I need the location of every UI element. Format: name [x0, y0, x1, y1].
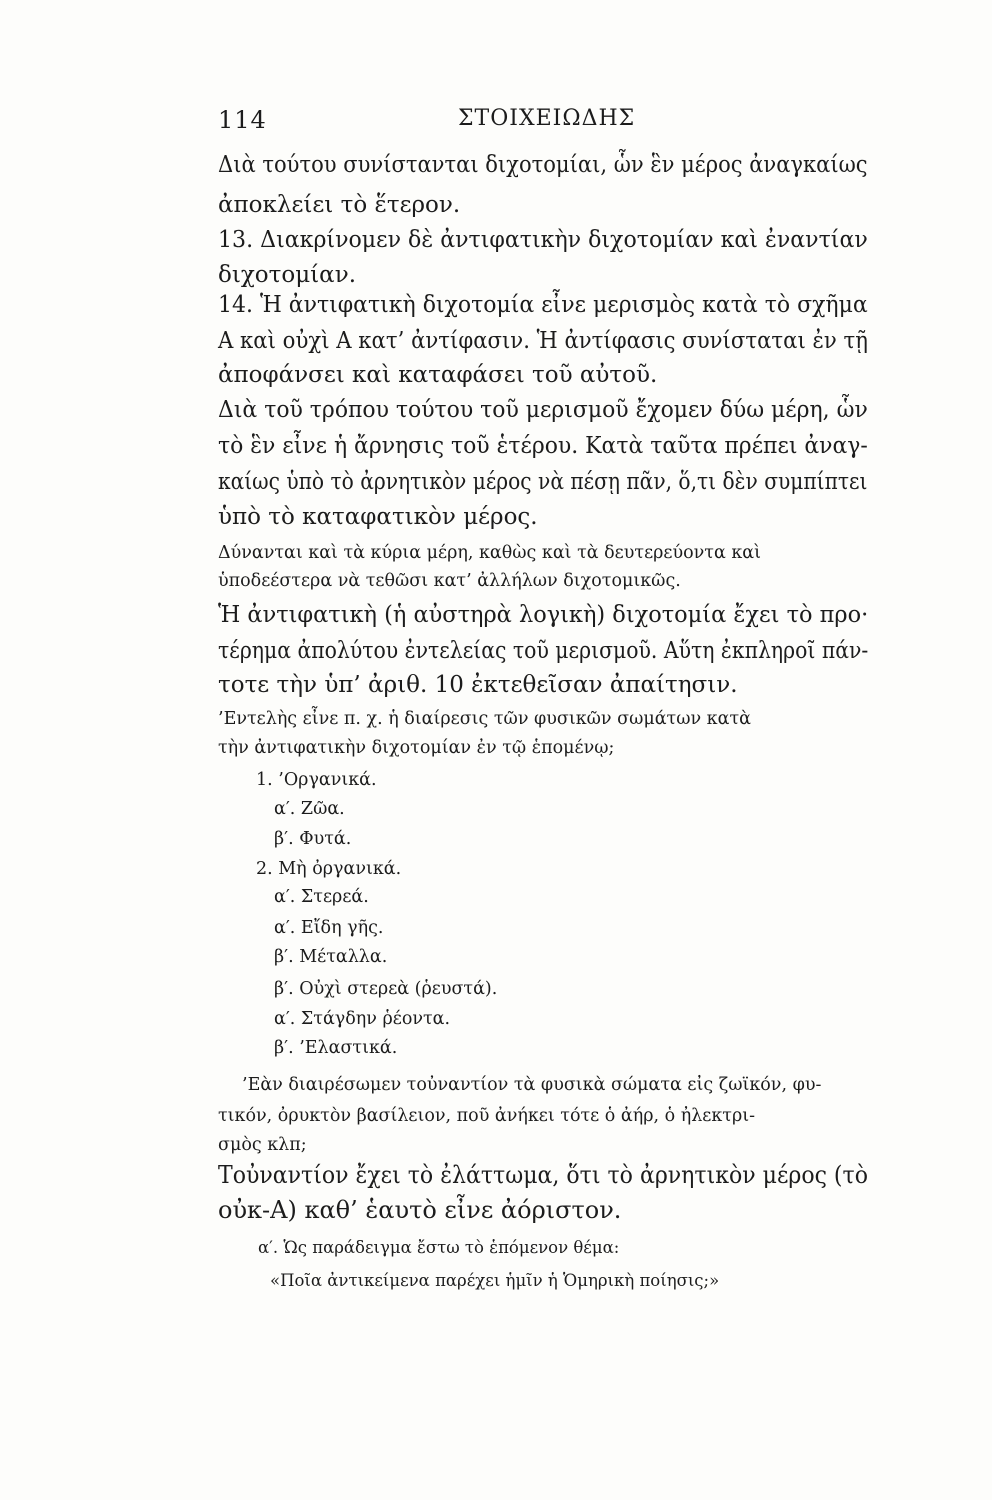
list-item: 1. ’Οργανικά. — [256, 770, 377, 790]
list-item: β′. Οὐχὶ στερεὰ (ῥευστά). — [274, 979, 498, 999]
list-item: 2. Μὴ ὀργανικά. — [256, 859, 402, 879]
running-title: ΣΤΟΙΧΕΙΩΔΗΣ — [458, 106, 636, 131]
text-line: 14. Ἡ ἀντιφατικὴ διχοτομία εἶνε μερισμὸς κατὰ τὸ σχῆμα — [218, 292, 868, 318]
text-line: ἀποφάνσει καὶ καταφάσει τοῦ αὐτοῦ. — [218, 362, 658, 388]
list-item: β′. Μέταλλα. — [274, 947, 388, 967]
text-line-small: «Ποῖα ἀντικείμενα παρέχει ἡμῖν ἡ Ὁμηρικὴ ποίησις;» — [270, 1271, 720, 1290]
list-item: α′. Ζῶα. — [274, 799, 345, 819]
page-number: 114 — [218, 106, 267, 134]
list-item: α′. Εἴδη γῆς. — [274, 918, 384, 938]
list-item: β′. Φυτά. — [274, 829, 352, 849]
list-item: α′. Στάγδην ῥέοντα. — [274, 1009, 451, 1029]
text-line: τοτε τὴν ὑπ’ ἀριθ. 10 ἐκτεθεῖσαν ἀπαίτησιν. — [218, 672, 738, 698]
text-line-small: α′. Ὡς παράδειγμα ἔστω τὸ ἑπόμενον θέμα: — [258, 1238, 620, 1257]
text-line: ἀποκλείει τὸ ἕτερον. — [218, 192, 461, 218]
text-line: τέρημα ἀπολύτου ἐντελείας τοῦ μερισμοῦ. Αὕτη ἐκπληροῖ πάν- — [218, 638, 869, 664]
list-item: α′. Στερεά. — [274, 887, 369, 907]
text-line: ὑπὸ τὸ καταφατικὸν μέρος. — [218, 504, 538, 530]
text-line: οὐκ-Α) καθ’ ἑαυτὸ εἶνε ἀόριστον. — [218, 1196, 622, 1224]
text-line: Α καὶ οὐχὶ Α κατ’ ἀντίφασιν. Ἡ ἀντίφασις συνίσταται ἐν τῇ — [218, 328, 868, 354]
text-line-small: ’Εὰν διαιρέσωμεν τοὐναντίον τὰ φυσικὰ σώματα εἰς ζωϊκόν, φυ- — [242, 1075, 822, 1095]
text-line: Τοὐναντίον ἔχει τὸ ἐλάττωμα, ὅτι τὸ ἀρνητικὸν μέρος (τὸ — [218, 1161, 868, 1189]
text-line-small: σμὸς κλπ; — [218, 1135, 307, 1155]
text-line-small: Δύνανται καὶ τὰ κύρια μέρη, καθὼς καὶ τὰ δευτερεύοντα καὶ — [218, 543, 761, 563]
text-line: Διὰ τοῦ τρόπου τούτου τοῦ μερισμοῦ ἔχομεν δύω μέρη, ὧν — [218, 397, 868, 423]
text-line-small: ’Εντελὴς εἶνε π. χ. ἡ διαίρεσις τῶν φυσικῶν σωμάτων κατὰ — [218, 709, 751, 729]
text-line-small: ὑποδεέστερα νὰ τεθῶσι κατ’ ἀλλήλων διχοτομικῶς. — [218, 571, 681, 591]
text-line: διχοτομίαν. — [218, 262, 357, 288]
page-header — [218, 106, 778, 142]
list-item: β′. ’Ελαστικά. — [274, 1038, 398, 1058]
text-line: Ἡ ἀντιφατικὴ (ἡ αὐστηρὰ λογικὴ) διχοτομία ἔχει τὸ προ· — [218, 602, 869, 628]
text-line: τὸ ἓν εἶνε ἡ ἄρνησις τοῦ ἑτέρου. Κατὰ ταῦτα πρέπει ἀναγ- — [218, 433, 868, 459]
text-line: 13. Διακρίνομεν δὲ ἀντιφατικὴν διχοτομίαν καὶ ἐναντίαν — [218, 227, 868, 253]
text-line-small: τὴν ἀντιφατικὴν διχοτομίαν ἐν τῷ ἑπομένῳ; — [218, 738, 615, 758]
text-line-small: τικόν, ὀρυκτὸν βασίλειον, ποῦ ἀνήκει τότε ὁ ἀήρ, ὁ ἠλεκτρι- — [218, 1106, 756, 1126]
text-line: καίως ὑπὸ τὸ ἀρνητικὸν μέρος νὰ πέσῃ πᾶν, ὅ,τι δὲν συμπίπτει — [218, 469, 868, 495]
text-line: Διὰ τούτου συνίστανται διχοτομίαι, ὧν ἓν μέρος ἀναγκαίως — [218, 152, 868, 178]
